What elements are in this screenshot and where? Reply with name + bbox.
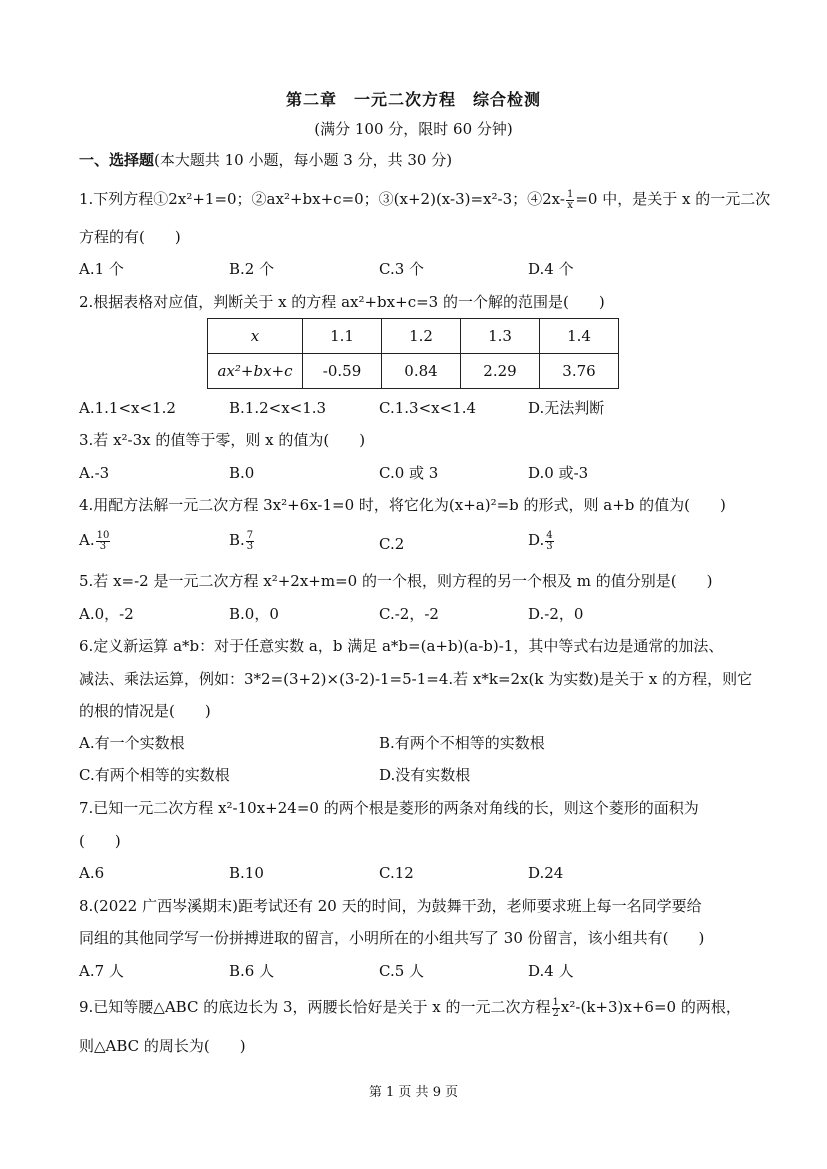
q4-a-fraction: $\frac{10}{3}$ — [96, 529, 110, 552]
q7-option-d: D.24 — [528, 864, 564, 882]
q3-option-c: C.0 或 3 — [379, 464, 439, 482]
table-cell: 1.2 — [382, 319, 461, 354]
q7-option-a: A.6 — [79, 864, 105, 882]
q4-option-a: A. $\frac{10}{3}$ — [79, 529, 110, 552]
q2-option-a: A.1.1<x<1.2 — [79, 399, 176, 417]
table-cell: 0.84 — [382, 354, 461, 389]
question-7-line-2: ( ) — [79, 832, 121, 850]
q1-option-a: A.1 个 — [79, 260, 124, 278]
q1-option-b: B.2 个 — [229, 260, 275, 278]
question-3-line-1: 3.若 x²-3x 的值等于零，则 x 的值为( ) — [79, 431, 366, 449]
question-8-line-2: 同组的其他同学写一份拼搏进取的留言，小明所在的小组共写了 30 份留言，该小组共有( ) — [79, 929, 705, 947]
q6-option-a: A.有一个实数根 — [79, 734, 185, 752]
q1-fraction — [566, 190, 574, 211]
table-cell: -0.59 — [303, 354, 382, 389]
page-title: 第二章 一元二次方程 综合检测 — [285, 90, 541, 109]
table-cell: 3.76 — [540, 354, 619, 389]
q1-frac-num: 1 — [566, 188, 574, 200]
q2-option-b: B.1.2<x<1.3 — [229, 399, 327, 417]
q8-option-c: C.5 人 — [379, 962, 425, 980]
q1-text-a: 1.下列方程①2x²+1=0；②ax²+bx+c=0；③(x+2)(x-3)=x²-3；④2x- — [79, 190, 565, 208]
question-9-line-1 — [79, 997, 741, 1019]
q1-option-c: C.3 个 — [379, 260, 425, 278]
question-8-line-1: 8.(2022 广西岑溪期末)距考试还有 20 天的时间，为鼓舞干劲，老师要求班上每一名同学要给 — [79, 897, 702, 915]
page-subtitle: (满分 100 分，限时 60 分钟) — [314, 120, 513, 138]
question-6-line-3: 的根的情况是( ) — [79, 702, 211, 720]
q9-frac-den: 2 — [552, 1007, 559, 1019]
q7-option-c: C.12 — [379, 864, 414, 882]
section-heading-label: 一、选择题 — [79, 151, 155, 169]
question-9-line-2: 则△ABC 的周长为( ) — [79, 1037, 246, 1055]
q8-option-b: B.6 人 — [229, 962, 275, 980]
question-1-line-1 — [79, 189, 770, 211]
table-cell: 1.3 — [461, 319, 540, 354]
table-cell: 1.4 — [540, 319, 619, 354]
q6-option-c: C.有两个相等的实数根 — [79, 766, 230, 784]
q6-option-b: B.有两个不相等的实数根 — [379, 734, 545, 752]
table-cell: 2.29 — [461, 354, 540, 389]
q3-option-d: D.0 或-3 — [528, 464, 589, 482]
table-cell: x — [208, 319, 303, 354]
section-heading — [79, 150, 452, 170]
q8-option-d: D.4 人 — [528, 962, 574, 980]
q9-frac-num: 1 — [552, 996, 559, 1008]
q7-option-b: B.10 — [229, 864, 264, 882]
q6-option-d: D.没有实数根 — [379, 766, 471, 784]
q2-option-c: C.1.3<x<1.4 — [379, 399, 477, 417]
table-row — [208, 354, 619, 389]
q9-fraction — [552, 998, 560, 1019]
q1-text-b: =0 中，是关于 x 的一元二次 — [575, 190, 771, 208]
table-row — [208, 319, 619, 354]
question-1-line-2: 方程的有( ) — [79, 228, 181, 246]
question-4-line-1: 4.用配方法解一元二次方程 3x²+6x-1=0 时，将它化为(x+a)²=b 的形式，则 a+b 的值为( ) — [79, 496, 726, 514]
question-7-line-1: 7.已知一元二次方程 x²-10x+24=0 的两个根是菱形的两条对角线的长，则这个菱形的面积为 — [79, 799, 699, 817]
q4-option-d: D. $\frac{4}{3}$ — [528, 529, 553, 552]
q1-frac-den: x — [567, 199, 573, 211]
q9-text-a: 9.已知等腰△ABC 的底边长为 3，两腰长恰好是关于 x 的一元二次方程 — [79, 998, 551, 1016]
q4-option-c: C.2 — [379, 535, 405, 553]
question-5-line-1: 5.若 x=-2 是一元二次方程 x²+2x+m=0 的一个根，则方程的另一个根及 m 的值分别是( ) — [79, 572, 713, 590]
q1-option-d: D.4 个 — [528, 260, 574, 278]
q4-d-fraction: $\frac{4}{3}$ — [546, 529, 553, 552]
q8-option-a: A.7 人 — [79, 962, 124, 980]
page-footer: 第 1 页 共 9 页 — [368, 1085, 459, 1100]
question-6-line-1: 6.定义新运算 a*b：对于任意实数 a，b 满足 a*b=(a+b)(a-b)-1，其中等式右边是通常的加法、 — [79, 637, 724, 655]
question-2-line-1: 2.根据表格对应值，判断关于 x 的方程 ax²+bx+c=3 的一个解的范围是( ) — [79, 293, 605, 311]
q5-option-d: D.-2，0 — [528, 605, 584, 623]
q2-option-d: D.无法判断 — [528, 399, 605, 417]
table-cell: 1.1 — [303, 319, 382, 354]
q4-option-b: B. $\frac{7}{3}$ — [229, 529, 254, 552]
section-heading-note: (本大题共 10 小题，每小题 3 分，共 30 分) — [154, 151, 453, 169]
q3-option-b: B.0 — [229, 464, 255, 482]
q5-option-a: A.0，-2 — [79, 605, 134, 623]
q9-text-b: x²-(k+3)x+6=0 的两根， — [560, 998, 741, 1016]
table-cell: ax²+bx+c — [208, 354, 303, 389]
q5-option-c: C.-2，-2 — [379, 605, 439, 623]
q3-option-a: A.-3 — [79, 464, 110, 482]
question-6-line-2: 减法、乘法运算，例如：3*2=(3+2)×(3-2)-1=5-1=4.若 x*k=2x(k 为实数)是关于 x 的方程，则它 — [79, 670, 753, 688]
value-table — [207, 318, 619, 389]
q5-option-b: B.0，0 — [229, 605, 279, 623]
q4-b-fraction: $\frac{7}{3}$ — [246, 529, 254, 552]
